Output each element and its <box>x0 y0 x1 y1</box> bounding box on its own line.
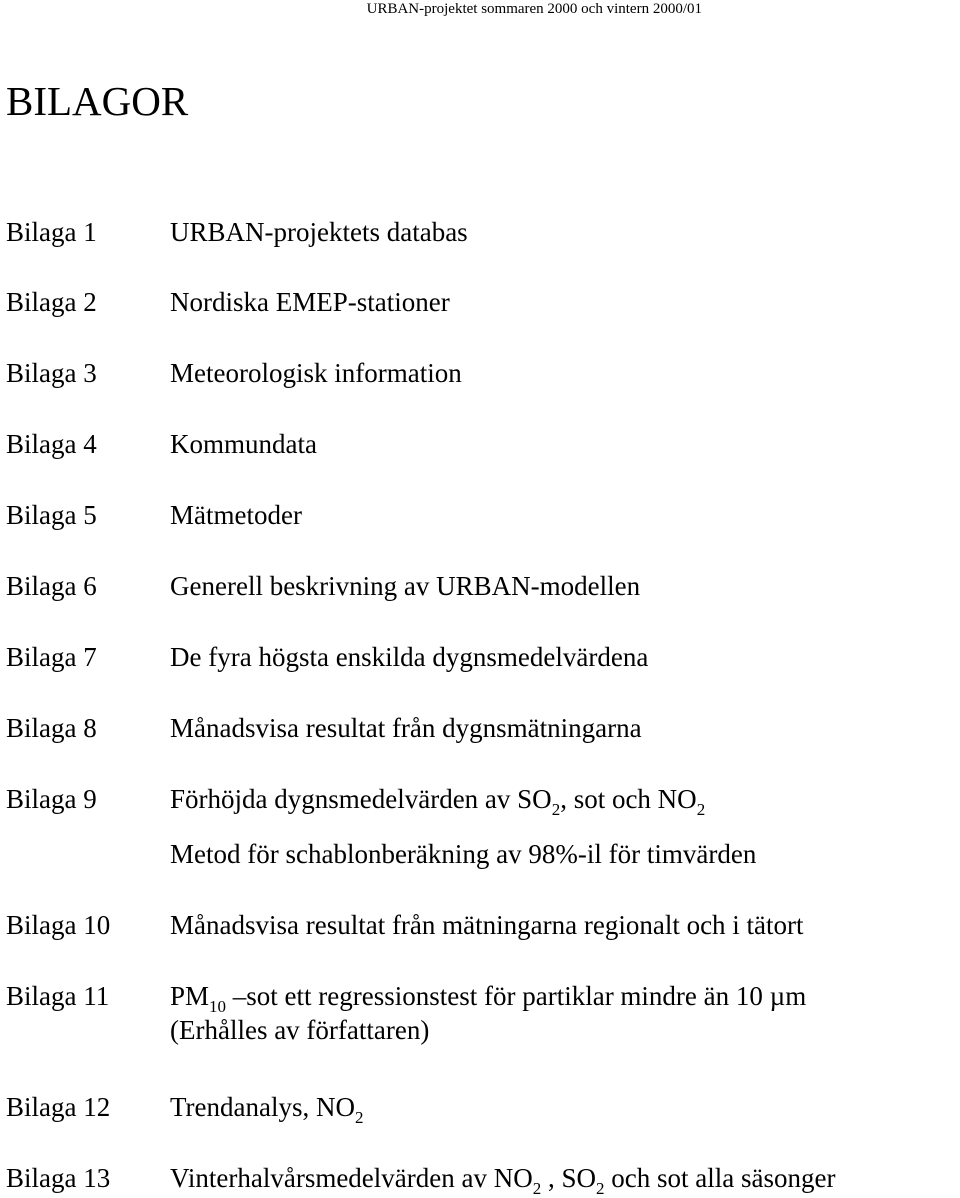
appendix-label: Bilaga 12 <box>6 1092 111 1122</box>
appendix-title: Månadsvisa resultat från mätningarna regionalt och i tätort <box>170 910 804 940</box>
appendix-title: De fyra högsta enskilda dygnsmedelvärdena <box>170 642 649 672</box>
appendix-subtitle: Metod för schablonberäkning av 98%-il för timvärden <box>170 839 757 869</box>
appendix-title: Meteorologisk information <box>170 358 462 388</box>
appendix-title: URBAN-projektets databas <box>170 217 468 247</box>
subscript: 2 <box>532 1179 542 1198</box>
appendix-label: Bilaga 13 <box>6 1163 111 1193</box>
title-text: Vinterhalvårsmedelvärden av NO <box>170 1163 533 1193</box>
appendix-note: (Erhålles av författaren) <box>170 1015 430 1045</box>
appendix-label: Bilaga 9 <box>6 784 97 814</box>
title-text: , sot och NO <box>560 784 697 814</box>
running-header: URBAN-projektet sommaren 2000 och vintern 2000/01 <box>366 1 702 17</box>
title-text: Förhöjda dygnsmedelvärden av SO <box>170 784 552 814</box>
appendix-title: Nordiska EMEP-stationer <box>170 287 450 317</box>
appendix-label: Bilaga 4 <box>6 429 97 459</box>
subscript: 2 <box>355 1108 364 1127</box>
appendix-label: Bilaga 7 <box>6 642 97 672</box>
subscript: 10 <box>209 997 227 1016</box>
title-text: , SO <box>541 1163 596 1193</box>
subscript: 2 <box>596 1179 605 1198</box>
appendix-label: Bilaga 6 <box>6 571 97 601</box>
appendix-title: Mätmetoder <box>170 500 302 530</box>
appendix-title: Kommundata <box>170 429 317 459</box>
appendix-title <box>170 1162 835 1198</box>
subscript: 2 <box>696 800 706 819</box>
appendix-label: Bilaga 10 <box>6 910 111 940</box>
title-text: –sot ett regressionstest för partiklar mindre än 10 µm <box>226 981 807 1011</box>
appendix-title <box>170 1091 364 1127</box>
appendix-title <box>170 783 705 819</box>
page-title: BILAGOR <box>6 78 189 124</box>
appendix-title: Generell beskrivning av URBAN-modellen <box>170 571 641 601</box>
subscript: 2 <box>551 800 561 819</box>
appendix-label: Bilaga 8 <box>6 713 97 743</box>
title-text: Trendanalys, NO <box>170 1092 355 1122</box>
appendix-title <box>170 980 806 1016</box>
appendix-label: Bilaga 1 <box>6 217 97 247</box>
title-text: och sot alla säsonger <box>604 1163 836 1193</box>
title-text: PM <box>170 981 210 1011</box>
appendix-title: Månadsvisa resultat från dygnsmätningarna <box>170 713 642 743</box>
appendix-label: Bilaga 5 <box>6 500 97 530</box>
appendix-label: Bilaga 2 <box>6 287 97 317</box>
appendix-label: Bilaga 3 <box>6 358 97 388</box>
appendix-label: Bilaga 11 <box>6 981 110 1011</box>
